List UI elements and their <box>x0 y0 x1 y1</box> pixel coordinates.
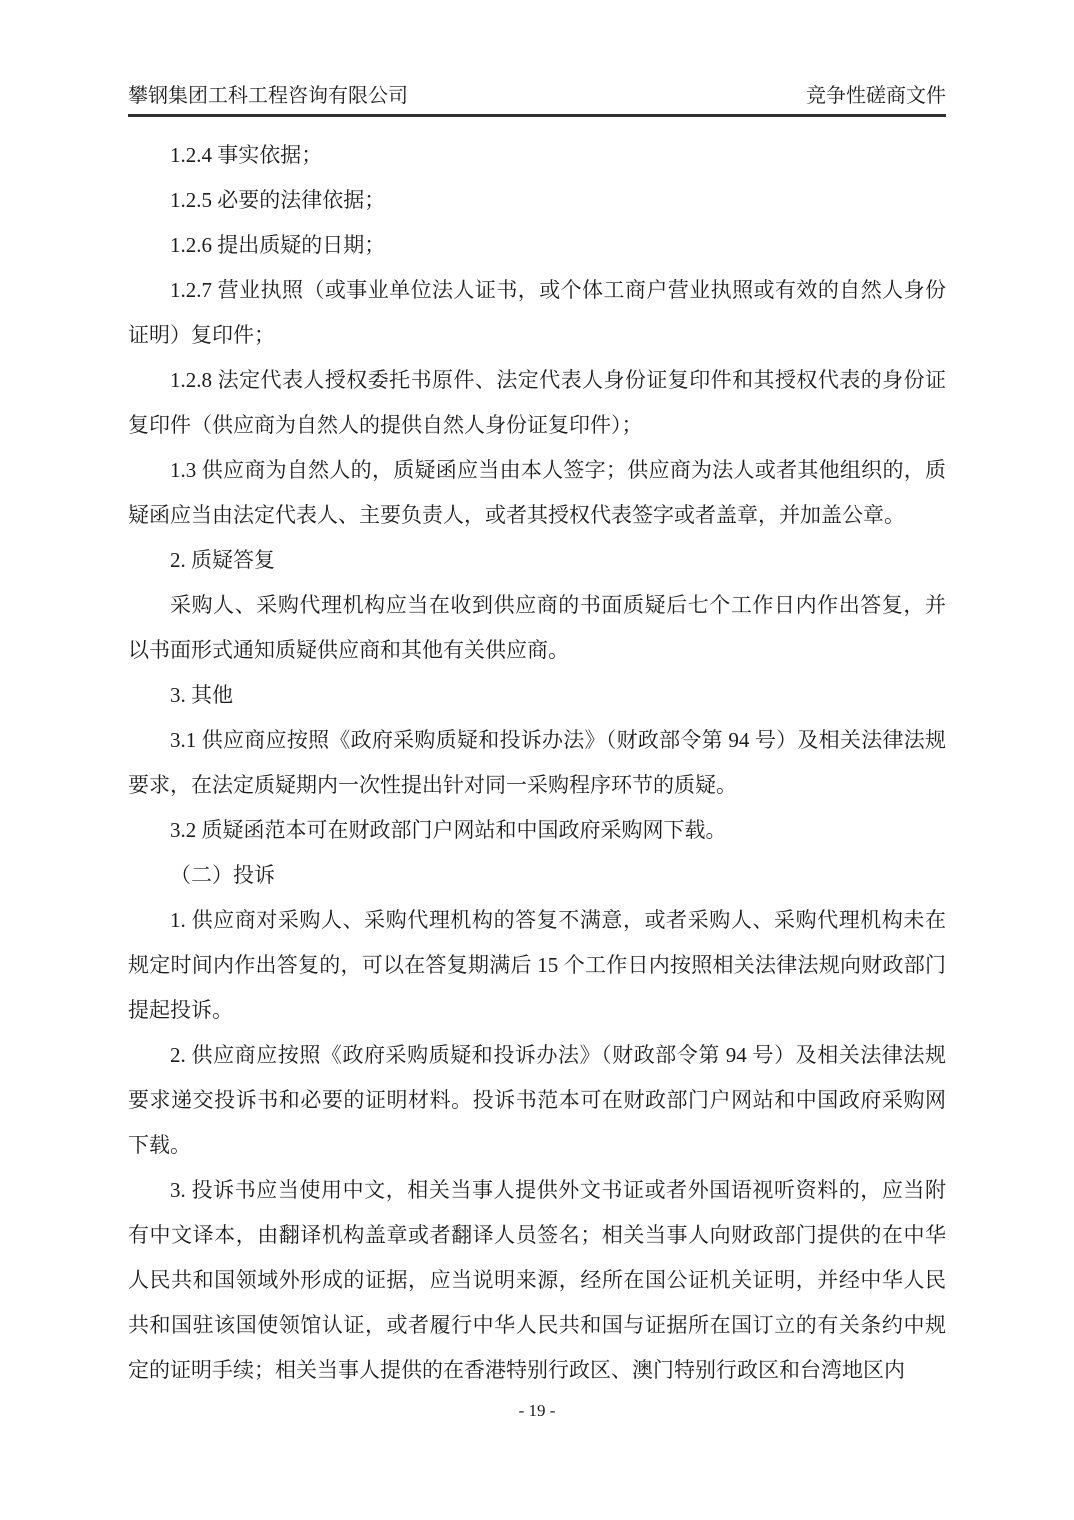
paragraph: 1.2.5 必要的法律依据； <box>170 188 386 212</box>
paragraph: 采购人、采购代理机构应当在收到供应商的书面质疑后七个工作日内作出答复，并以书面形式通知质疑供应商和其他有关供应商。 <box>128 593 946 662</box>
paragraph: （二）投诉 <box>170 863 275 887</box>
paragraph: 3. 其他 <box>170 683 233 707</box>
page-number: - 19 - <box>518 1401 556 1420</box>
header-company-name: 攀钢集团工科工程咨询有限公司 <box>128 85 408 107</box>
paragraph: 1.3 供应商为自然人的，质疑函应当由本人签字；供应商为法人或者其他组织的，质疑函应当由法定代表人、主要负责人，或者其授权代表签字或者盖章，并加盖公章。 <box>128 458 946 527</box>
paragraph: 3.2 质疑函范本可在财政部门户网站和中国政府采购网下载。 <box>170 818 727 842</box>
paragraph: 1.2.7 营业执照（或事业单位法人证书，或个体工商户营业执照或有效的自然人身份证明）复印件； <box>128 278 946 347</box>
header-rule <box>128 114 946 117</box>
paragraph: 3. 投诉书应当使用中文，相关当事人提供外文书证或者外国语视听资料的，应当附有中文译本，由翻译机构盖章或者翻译人员签名；相关当事人向财政部门提供的在中华人民共和国领域外形成的证据，应当说明来源，经所在国公证机关证明，并经中华人民共和国驻该国使领馆认证，或者履行中华人民共和国与证据所在国订立的有关条约中规定的证明手续；相关当事人提供的在香港特别行政区、澳门特别行政区和台湾地区内 <box>128 1178 946 1382</box>
paragraph: 1. 供应商对采购人、采购代理机构的答复不满意，或者采购人、采购代理机构未在规定时间内作出答复的，可以在答复期满后 15 个工作日内按照相关法律法规向财政部门提起投诉。 <box>128 908 946 1022</box>
document-footer <box>0 1400 1074 1422</box>
paragraph: 1.2.4 事实依据； <box>170 143 323 167</box>
paragraph: 2. 质疑答复 <box>170 548 275 572</box>
paragraph: 1.2.6 提出质疑的日期； <box>170 233 386 257</box>
document-body <box>128 133 946 1393</box>
paragraph: 2. 供应商应按照《政府采购质疑和投诉办法》（财政部令第 94 号）及相关法律法规要求递交投诉书和必要的证明材料。投诉书范本可在财政部门户网站和中国政府采购网下载。 <box>128 1043 946 1157</box>
document-header <box>128 84 946 108</box>
header-doc-type: 竞争性磋商文件 <box>806 85 946 107</box>
paragraph: 1.2.8 法定代表人授权委托书原件、法定代表人身份证复印件和其授权代表的身份证复印件（供应商为自然人的提供自然人身份证复印件）； <box>128 368 946 437</box>
paragraph: 3.1 供应商应按照《政府采购质疑和投诉办法》（财政部令第 94 号）及相关法律法规要求，在法定质疑期内一次性提出针对同一采购程序环节的质疑。 <box>128 728 946 797</box>
